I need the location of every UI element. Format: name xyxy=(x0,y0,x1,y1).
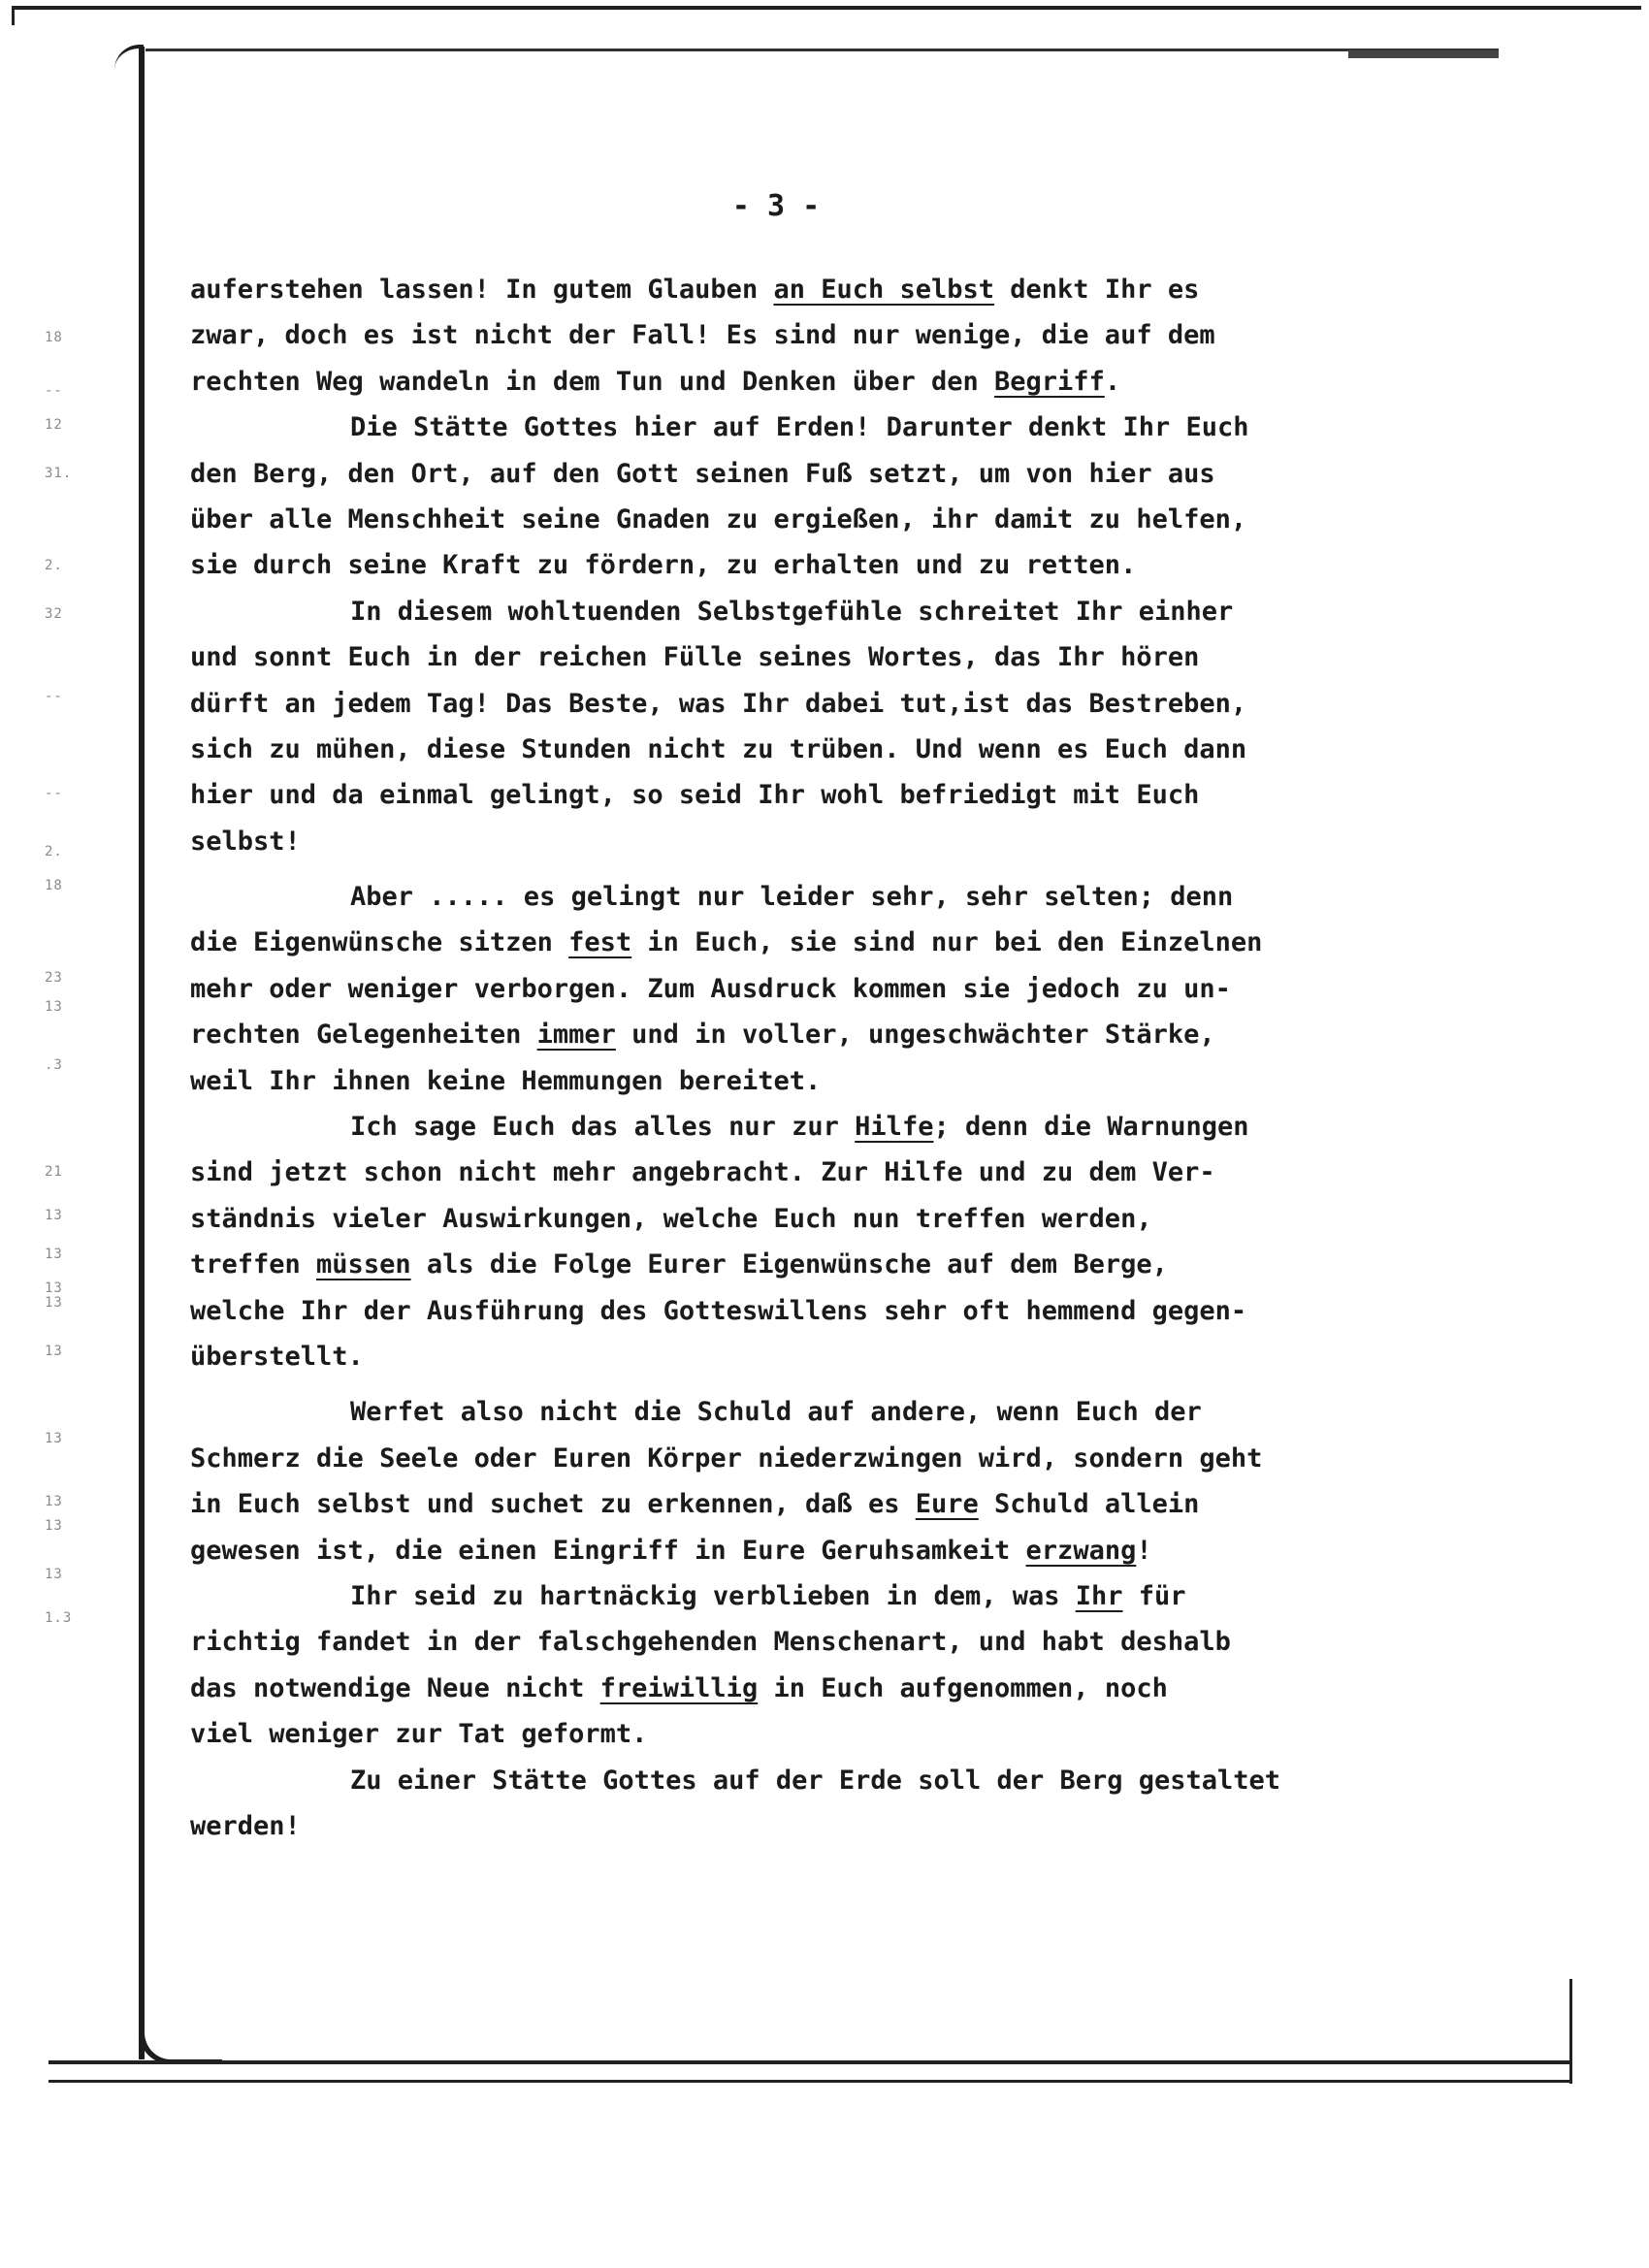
text-segment: sie durch seine Kraft zu fördern, zu erhalten und zu retten. xyxy=(190,550,1137,581)
text-segment: und in voller, ungeschwächter Stärke, xyxy=(615,1020,1215,1051)
scan-frame-corner xyxy=(12,6,15,25)
text-line xyxy=(190,1803,1490,1849)
text-segment: Zu einer Stätte Gottes auf der Erde soll der Berg gestaltet xyxy=(350,1765,1281,1796)
text-line xyxy=(190,1481,1490,1527)
text-line xyxy=(190,1619,1490,1665)
margin-mark: -- xyxy=(45,786,63,801)
margin-mark: -- xyxy=(45,383,63,399)
margin-mark: 31. xyxy=(45,466,73,481)
text-segment: werden! xyxy=(190,1810,301,1841)
text-segment: Aber ..... es gelingt nur leider sehr, sehr selten; denn xyxy=(350,882,1234,913)
text-line xyxy=(190,1058,1490,1104)
underlined-text: an Euch selbst xyxy=(773,275,995,305)
paragraph-gap xyxy=(190,1379,1490,1389)
text-segment: ständnis vieler Auswirkungen, welche Euch nun treffen werden, xyxy=(190,1203,1152,1234)
text-segment: ! xyxy=(1136,1535,1152,1566)
text-line xyxy=(190,1150,1490,1195)
margin-mark: 13 xyxy=(45,999,63,1015)
text-segment: hier und da einmal gelingt, so seid Ihr wohl befriedigt mit Euch xyxy=(190,780,1200,811)
text-segment: dürft an jedem Tag! Das Beste, was Ihr dabei tut,ist das Bestreben, xyxy=(190,688,1247,719)
margin-mark: 32 xyxy=(45,606,63,622)
text-segment: Schmerz die Seele oder Euren Körper niederzwingen wird, sondern geht xyxy=(190,1442,1263,1474)
text-segment: Werfet also nicht die Schuld auf andere, wenn Euch der xyxy=(350,1397,1202,1428)
text-line xyxy=(190,1666,1490,1711)
text-line xyxy=(190,920,1490,965)
text-segment: sich zu mühen, diese Stunden nicht zu trüben. Und wenn es Euch dann xyxy=(190,733,1247,764)
text-segment: rechten Gelegenheiten xyxy=(190,1020,537,1051)
margin-mark: 13 xyxy=(45,1208,63,1223)
margin-mark: 12 xyxy=(45,417,63,433)
text-segment: gewesen ist, die einen Eingriff in Eure Geruhsamkeit xyxy=(190,1535,1026,1566)
text-line xyxy=(190,874,1490,920)
text-segment: Ihr seid zu hartnäckig verblieben in dem, was xyxy=(350,1580,1076,1611)
underlined-text: Hilfe xyxy=(855,1112,934,1143)
margin-mark: 13 xyxy=(45,1518,63,1534)
text-line xyxy=(190,589,1490,634)
text-segment: treffen xyxy=(190,1249,317,1280)
text-segment: viel weniger zur Tat geformt. xyxy=(190,1719,648,1750)
text-segment: den Berg, den Ort, auf den Gott seinen Fuß setzt, um von hier aus xyxy=(190,458,1215,489)
text-line xyxy=(190,727,1490,772)
underlined-text: fest xyxy=(568,927,632,958)
text-segment: mehr oder weniger verborgen. Zum Ausdruck kommen sie jedoch zu un- xyxy=(190,973,1231,1004)
underlined-text: immer xyxy=(536,1020,616,1051)
margin-mark: 13 xyxy=(45,1247,63,1262)
underlined-text: müssen xyxy=(316,1249,411,1280)
typed-body-text xyxy=(190,267,1490,1849)
margin-mark: 13 xyxy=(45,1567,63,1582)
text-line xyxy=(190,1334,1490,1379)
margin-mark: 2. xyxy=(45,844,63,859)
text-line xyxy=(190,267,1490,312)
page-number: - 3 - xyxy=(731,189,821,223)
text-segment: überstellt. xyxy=(190,1341,364,1372)
margin-mark: 13 xyxy=(45,1295,63,1311)
text-segment: in Euch selbst und suchet zu erkennen, daß es xyxy=(190,1489,916,1520)
text-line xyxy=(190,772,1490,818)
underlined-text: erzwang xyxy=(1025,1535,1137,1566)
text-segment: für xyxy=(1122,1580,1186,1611)
text-line xyxy=(190,1758,1490,1803)
text-segment: und sonnt Euch in der reichen Fülle seines Wortes, das Ihr hören xyxy=(190,642,1200,673)
margin-mark: 23 xyxy=(45,970,63,986)
text-segment: ; denn die Warnungen xyxy=(933,1112,1249,1143)
text-line xyxy=(190,1711,1490,1757)
text-segment: in Euch, sie sind nur bei den Einzelnen xyxy=(631,927,1263,958)
scan-frame-top xyxy=(12,6,1641,10)
underlined-text: freiwillig xyxy=(599,1672,759,1703)
text-segment: welche Ihr der Ausführung des Gotteswillens sehr oft hemmend gegen- xyxy=(190,1295,1247,1326)
margin-mark: 13 xyxy=(45,1344,63,1359)
text-segment: als die Folge Eurer Eigenwünsche auf dem Berge, xyxy=(410,1249,1168,1280)
text-segment: die Eigenwünsche sitzen xyxy=(190,927,569,958)
underlined-text: Ihr xyxy=(1075,1580,1123,1611)
text-line xyxy=(190,405,1490,450)
margin-mark: 18 xyxy=(45,330,63,345)
text-line xyxy=(190,819,1490,864)
binding-spine xyxy=(139,47,145,2059)
text-segment: Ich sage Euch das alles nur zur xyxy=(350,1112,856,1143)
text-line xyxy=(190,966,1490,1012)
margin-mark: 13 xyxy=(45,1431,63,1446)
text-line xyxy=(190,497,1490,542)
text-line xyxy=(190,312,1490,358)
text-segment: das notwendige Neue nicht xyxy=(190,1672,600,1703)
paragraph-gap xyxy=(190,864,1490,874)
text-segment: In diesem wohltuenden Selbstgefühle schreitet Ihr einher xyxy=(350,596,1234,627)
text-line xyxy=(190,1242,1490,1287)
text-segment: sind jetzt schon nicht mehr angebracht. Zur Hilfe und zu dem Ver- xyxy=(190,1157,1215,1188)
margin-mark: 18 xyxy=(45,878,63,893)
underlined-text: Eure xyxy=(915,1489,979,1520)
text-line xyxy=(190,1196,1490,1242)
page-bottom-edge xyxy=(48,2060,1571,2064)
text-segment: Die Stätte Gottes hier auf Erden! Darunter denkt Ihr Euch xyxy=(350,412,1249,443)
text-segment: in Euch aufgenommen, noch xyxy=(758,1672,1168,1703)
text-line xyxy=(190,451,1490,497)
text-line xyxy=(190,1389,1490,1435)
text-segment: auferstehen lassen! In gutem Glauben xyxy=(190,275,774,305)
margin-mark: 1.3 xyxy=(45,1610,73,1626)
margin-mark: 21 xyxy=(45,1164,63,1180)
text-line xyxy=(190,359,1490,405)
page-top-edge-shadow xyxy=(1348,50,1499,58)
margin-mark: .3 xyxy=(45,1057,63,1073)
underlined-text: Begriff xyxy=(994,366,1105,397)
text-line xyxy=(190,1012,1490,1057)
text-line xyxy=(190,634,1490,680)
text-line xyxy=(190,1288,1490,1334)
text-line xyxy=(190,1104,1490,1150)
margin-mark: -- xyxy=(45,689,63,704)
margin-mark: 13 xyxy=(45,1494,63,1509)
text-segment: Schuld allein xyxy=(978,1489,1200,1520)
text-line xyxy=(190,1573,1490,1619)
text-segment: rechten Weg wandeln in dem Tun und Denken über den xyxy=(190,366,995,397)
margin-mark: 2. xyxy=(45,558,63,573)
page-top-edge xyxy=(146,49,1499,51)
text-segment: selbst! xyxy=(190,826,301,857)
text-line xyxy=(190,1436,1490,1481)
text-segment: zwar, doch es ist nicht der Fall! Es sind nur wenige, die auf dem xyxy=(190,320,1215,351)
text-segment: über alle Menschheit seine Gnaden zu ergießen, ihr damit zu helfen, xyxy=(190,503,1247,535)
text-segment: weil Ihr ihnen keine Hemmungen bereitet. xyxy=(190,1065,822,1096)
text-line xyxy=(190,681,1490,727)
text-segment: richtig fandet in der falschgehenden Menschenart, und habt deshalb xyxy=(190,1627,1231,1658)
text-segment: denkt Ihr es xyxy=(994,275,1200,305)
margin-mark: 13 xyxy=(45,1280,63,1296)
text-segment: . xyxy=(1104,366,1121,397)
text-line xyxy=(190,1528,1490,1573)
page-right-edge xyxy=(1569,1979,1572,2084)
page-bottom-edge-lower xyxy=(48,2080,1571,2083)
text-line xyxy=(190,542,1490,588)
